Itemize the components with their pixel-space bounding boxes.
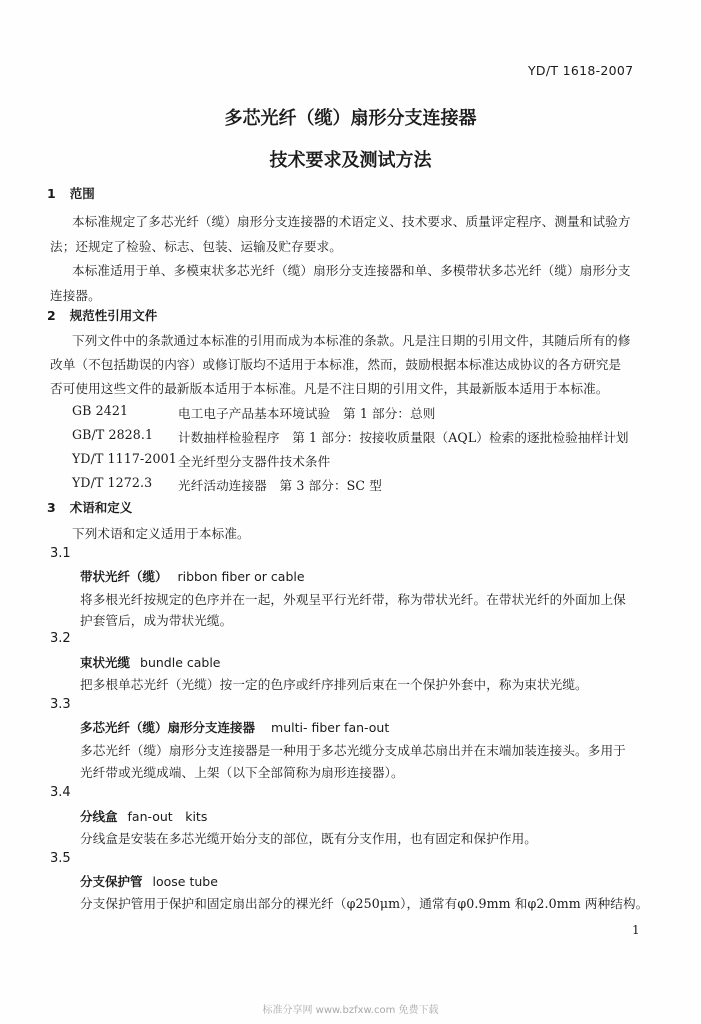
paragraph-line: 改单（不包括勘误的内容）或修订版均不适用于本标准，然而，鼓励根据本标准达成协议的各方研究是: [50, 357, 622, 372]
term-definition-line: 把多根单芯光纤（光缆）按一定的色序或纤序排列后束在一个保护外套中，称为束状光缆。: [80, 677, 588, 692]
paragraph-line: 下列文件中的条款通过本标准的引用而成为本标准的条款。凡是注日期的引用文件，其随后所有的修: [72, 333, 631, 348]
term-chinese: 带状光纤（缆）: [80, 569, 168, 584]
term-heading: [80, 566, 305, 585]
term-chinese: 分线盒: [80, 809, 118, 824]
term-english: fan-out kits: [127, 809, 208, 824]
term-number: 3.3: [50, 697, 71, 712]
term-english: ribbon fiber or cable: [177, 569, 305, 584]
term-definition-line: 护套管后，成为带状光缆。: [80, 613, 233, 628]
term-chinese: 束状光缆: [80, 655, 131, 670]
paragraph-line: 下列术语和定义适用于本标准。: [72, 526, 250, 541]
reference-title: 光纤活动连接器 第 3 部分：SC 型: [178, 478, 382, 493]
term-number: 3.2: [50, 631, 71, 646]
reference-title: 电工电子产品基本环境试验 第 1 部分：总则: [178, 406, 436, 421]
term-chinese: 多芯光纤（缆）扇形分支连接器: [80, 720, 256, 735]
term-definition-line: 光纤带或光缆成端、上架（以下全部简称为扇形连接器）。: [80, 765, 404, 780]
term-number: 3.4: [50, 785, 71, 800]
reference-code: GB 2421: [72, 403, 129, 418]
reference-code: YD/T 1117-2001: [72, 451, 177, 466]
section-title: 术语和定义: [69, 500, 133, 515]
standard-number: YD/T 1618-2007: [528, 63, 634, 78]
paragraph-line: 连接器。: [50, 288, 101, 303]
term-definition-line: 将多根光纤按规定的色序并在一起，外观呈平行光纤带，称为带状光纤。在带状光纤的外面加上保: [80, 592, 626, 607]
section-number: 3: [47, 500, 56, 515]
term-heading: [80, 871, 218, 890]
section-title: 规范性引用文件: [69, 308, 158, 323]
paragraph-line: 否可使用这些文件的最新版本适用于本标准。凡是不注日期的引用文件，其最新版本适用于本标准。: [50, 381, 609, 396]
term-heading: [80, 806, 207, 825]
section-number: 2: [47, 308, 56, 323]
term-english: bundle cable: [140, 655, 221, 670]
section-3-heading: [47, 498, 132, 516]
reference-code: YD/T 1272.3: [72, 475, 153, 490]
reference-code: GB/T 2828.1: [72, 427, 154, 442]
term-definition-line: 分线盒是安装在多芯光缆开始分支的部位，既有分支作用，也有固定和保护作用。: [80, 831, 537, 846]
page-number: 1: [632, 923, 640, 937]
term-number: 3.1: [50, 546, 71, 561]
section-title: 范围: [69, 186, 95, 201]
term-number: 3.5: [50, 851, 71, 866]
paragraph-line: 法；还规定了检验、标志、包装、运输及贮存要求。: [50, 239, 342, 254]
document-title-line1: 多芯光纤（缆）扇形分支连接器: [224, 108, 477, 129]
reference-title: 计数抽样检验程序 第 1 部分：按接收质量限（AQL）检索的逐批检验抽样计划: [178, 430, 629, 445]
section-1-heading: [47, 184, 95, 202]
term-english: multi- fiber fan-out: [271, 720, 390, 735]
section-2-heading: [47, 306, 157, 324]
watermark-footer: 标准分享网 www.bzfxw.com 免费下载: [262, 1005, 439, 1016]
term-definition-line: 分支保护管用于保护和固定扇出部分的裸光纤（φ250μm），通常有φ0.9mm 和φ2.0mm 两种结构。: [80, 896, 649, 911]
term-definition-line: 多芯光纤（缆）扇形分支连接器是一种用于多芯光缆分支成单芯扇出并在末端加装连接头。多用于: [80, 743, 626, 758]
term-english: loose tube: [152, 874, 218, 889]
section-number: 1: [47, 186, 56, 201]
term-chinese: 分支保护管: [80, 874, 143, 889]
term-heading: [80, 717, 389, 736]
paragraph-line: 本标准适用于单、多模束状多芯光纤（缆）扇形分支连接器和单、多模带状多芯光纤（缆）扇形分支: [72, 263, 631, 278]
reference-title: 全光纤型分支器件技术条件: [178, 454, 331, 469]
document-title-line2: 技术要求及测试方法: [269, 150, 432, 171]
paragraph-line: 本标准规定了多芯光纤（缆）扇形分支连接器的术语定义、技术要求、质量评定程序、测量和试验方: [72, 214, 631, 229]
term-heading: [80, 652, 221, 671]
